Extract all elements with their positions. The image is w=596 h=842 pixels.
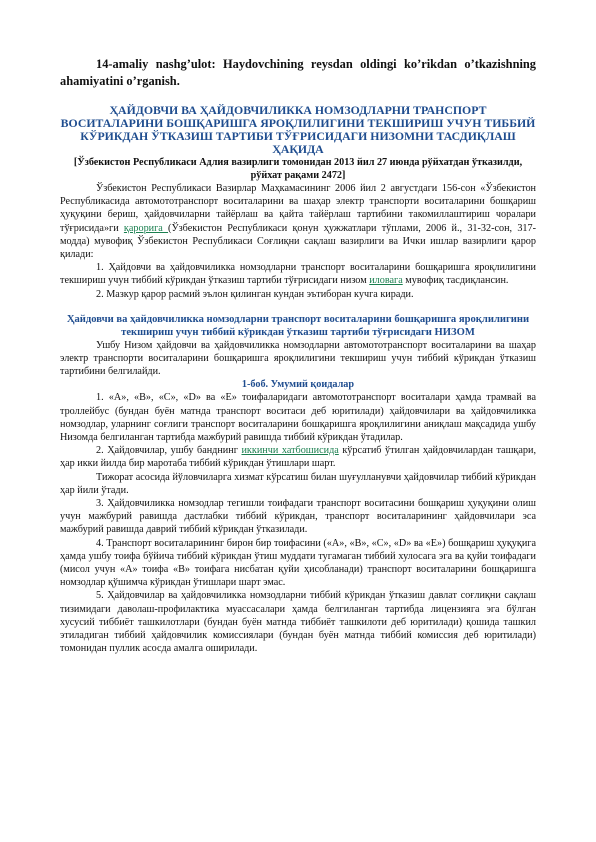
task-heading: 14-amaliy nashg’ulot: Haydovchining reysdan oldingi ko’rikdan o’tkazishning ahamiyatini o’rganish. bbox=[60, 57, 536, 88]
intro-text-1: Ўзбекистон Республикаси Вазирлар Маҳкамасининг 2006 йил 2 августдаги 156-сон «Ўзбекистон Республикасида автомототранспорт воситаларини ва шаҳар электр транспорти воситаларини бошқариш ҳуқуқини бериш, ҳайдовчиларни тайёрлаш ва қайта тайёрлаш тартибини такомиллаштириш чоралари тўғрисида»ги bbox=[60, 183, 536, 234]
article-2-tail: кўрсатиб ўтилган ҳайдовчилардан ташқари, ҳар икки йилда бир маротаба тиббий кўрикдан ўтишлари шарт. bbox=[60, 445, 536, 470]
nizom-title: Ҳайдовчи ва ҳайдовчиликка номзодларни транспорт воситаларини бошқаришга яроқлилигини текшириш учун тиббий кўрикдан ўтказиш тартиби тўғрисидаги НИЗОМ bbox=[66, 313, 530, 338]
chapter-heading: 1-боб. Умумий қоидалар bbox=[241, 379, 355, 391]
document-title: ҲАЙДОВЧИ ВА ҲАЙДОВЧИЛИККА НОМЗОДЛАРНИ ТРАНСПОРТ ВОСИТАЛАРИНИ БОШҚАРИШГА ЯРОҚЛИЛИГИНИ ТЕКШИРИШ УЧУН ТИББИЙ КЎРИКДАН ЎТКАЗИШ ТАРТИБИ ТЎҒРИСИДАГИ НИЗОМНИ ТАСДИҚЛАШ ҲАҚИДА bbox=[60, 103, 536, 156]
article-2-paragraph-2: Тижорат асосида йўловчиларга хизмат кўрсатиш билан шуғулланувчи ҳайдовчилар тиббий кўрикдан ҳар йили ўтади. bbox=[60, 471, 536, 496]
intro-text-2: (Ўзбекистон Республикаси қонун ҳужжатлари тўплами, 2006 й., 31-32-сон, 317-модда) мувофиқ Ўзбекистон Республикаси Соғлиқни сақлаш вазирлиги ва Ички ишлар вазирлиги қарор қилади: bbox=[60, 222, 536, 261]
intro-paragraph bbox=[60, 182, 536, 261]
article-2-text: 2. Ҳайдовчилар, ушбу банднинг bbox=[96, 445, 242, 457]
decision-item-1 bbox=[60, 261, 536, 287]
decision-item-2: 2. Мазкур қарор расмий эълон қилинган кундан эътиборан кучга киради. bbox=[96, 288, 414, 300]
second-paragraph-link[interactable]: иккинчи хатбошисида bbox=[241, 445, 339, 457]
decision-link[interactable]: қарорига bbox=[123, 222, 169, 234]
nizom-intro: Ушбу Низом ҳайдовчи ва ҳайдовчиликка номзодларни автомототранспорт воситаларини ва шаҳар электр транспорти воситаларини бошқаришга яроқлилигини текшириш учун тиббий кўрикдан ўтказиш тартибини белгилайди. bbox=[60, 339, 536, 378]
decision-item-1-tail: мувофиқ тасдиқлансин. bbox=[402, 275, 509, 287]
article-3: 3. Ҳайдовчиликка номзодлар тегишли тоифадаги транспорт воситасини бошқариш ҳуқуқини олиш учун мажбурий равишда дастлабки тиббий кўрикдан, транспорт воситаларининг ҳайдовчилари эса мажбурий равишда даврий тиббий кўрикдан ўтказилади. bbox=[60, 498, 536, 536]
appendix-link[interactable]: иловага bbox=[369, 275, 403, 287]
article-1: 1. «А», «В», «С», «D» ва «Е» тоифаларидаги автомототранспорт воситалари ҳамда трамвай ва троллейбус (бундан буён матнда транспорт воситаси деб юритилади) ҳайдовчилари ва ҳайдовчиликка номзодлар, уларнинг соғлиги транспорт воситаларини бошқаришга яроқлилигини аниқлаш мақсадида ушбу Низомда белгиланган тартибда мажбурий равишда тиббий кўрикдан ўтадилар. bbox=[60, 392, 536, 444]
decision-item-1-text: 1. Ҳайдовчи ва ҳайдовчиликка номзодларни транспорт воситаларини бошқаришга яроқлилигини текшириш учун тиббий кўрикдан ўтказиш тартиби тўғрисидаги низом bbox=[60, 262, 536, 287]
article-4: 4. Транспорт воситаларининг бирон бир тоифасини («А», «В», «С», «D» ва «Е») бошқариш ҳуқуқига ҳамда ушбу тоифа бўйича тиббий кўрикдан ўтиш муддати тугамаган тиббий хулосага эга ва қуйи тоифадаги (мисол учун «А» тоифа «В» тоифага нисбатан қуйи ҳисобланади) транспорт воситаларини бошқаришга номзодлар қўшимча кўрикдан ўтишлари шарт эмас. bbox=[60, 537, 536, 589]
article-2 bbox=[60, 444, 536, 470]
registration-note: [Ўзбекистон Республикаси Адлия вазирлиги томонидан 2013 йил 27 июнда рўйхатдан ўтказилди, рўйхат рақами 2472] bbox=[73, 157, 523, 181]
article-5: 5. Ҳайдовчилар ва ҳайдовчиликка номзодларни тиббий кўрикдан ўтказиш давлат соғлиқни сақлаш тизимидаги даволаш-профилактика муассасалари ҳамда белгиланган тартибда лицензияга эга бўлган хусусий тиббиёт ташкилотлари (бундан буён матнда тиббиёт ташкилоти деб юритилади) қошида ташкил этиладиган тиббий ҳайдовчилик комиссиялари (бундан буён матнда тиббий комиссия деб юритилади) томонидан пуллик асосда амалга оширилади. bbox=[60, 590, 536, 655]
